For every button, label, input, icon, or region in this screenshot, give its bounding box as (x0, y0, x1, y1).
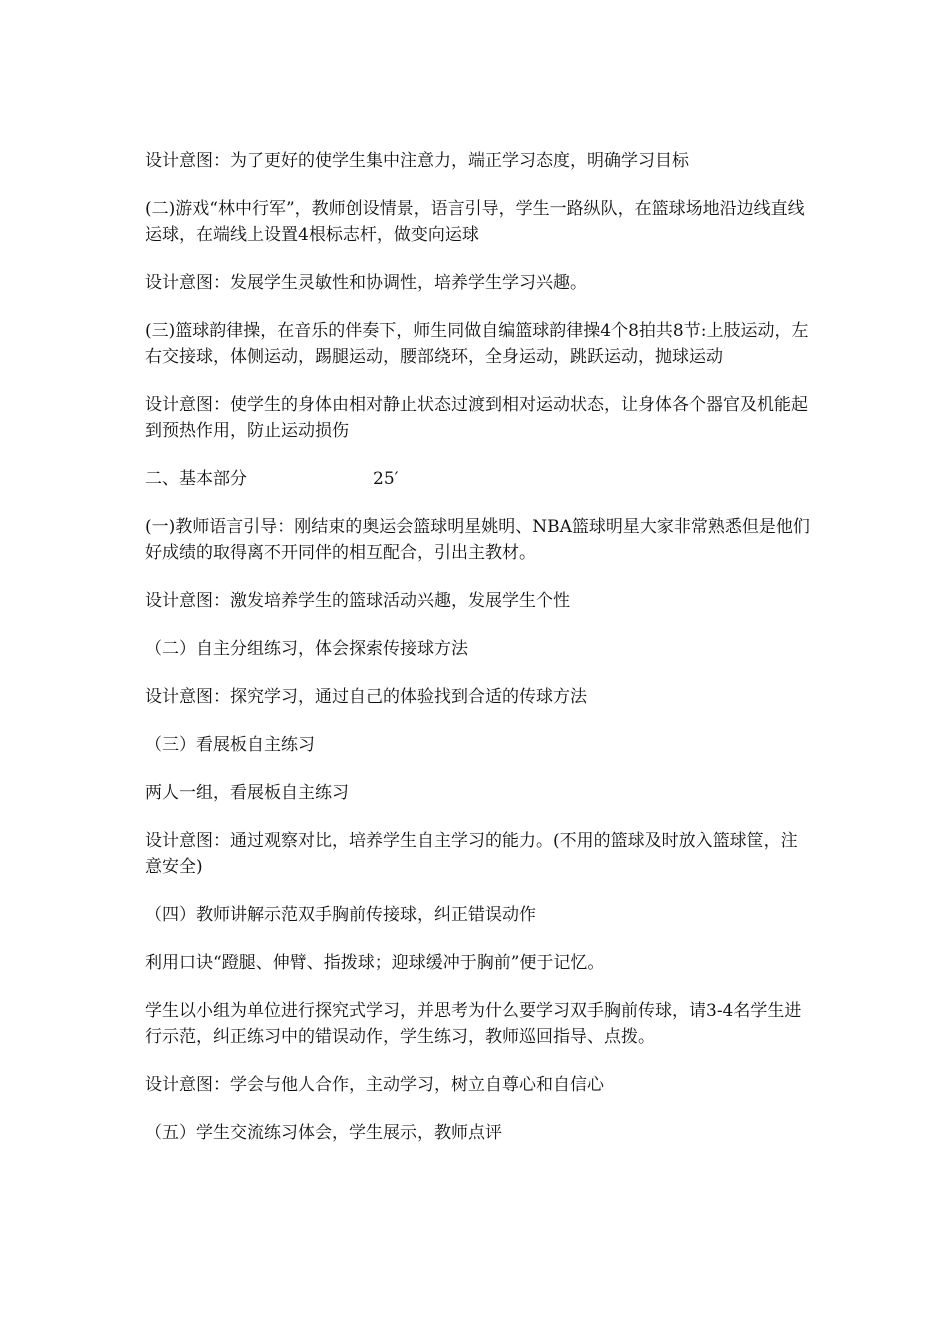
paragraph-design-intent-7: 设计意图：学会与他人合作，主动学习，树立自尊心和自信心 (145, 1075, 604, 1095)
section-title: 二、基本部分 (145, 469, 247, 489)
paragraph-group-inquiry: 学生以小组为单位进行探究式学习，并思考为什么要学习双手胸前传球，请3-4名学生进行示范，纠正练习中的错误动作，学生练习，教师巡回指导、点拨。 (145, 1001, 802, 1047)
paragraph-game-forest-march: (二)游戏“林中行军”，教师创设情景，语言引导，学生一路纵队，在篮球场地沿边线直线运球，在端线上设置4根标志杆，做变向运球 (145, 199, 805, 245)
paragraph-student-exchange: （五）学生交流练习体会，学生展示，教师点评 (145, 1123, 502, 1143)
paragraph-pairs-practice: 两人一组，看展板自主练习 (145, 783, 349, 803)
section-heading-basic-part (145, 466, 810, 492)
paragraph-design-intent-4: 设计意图：激发培养学生的篮球活动兴趣，发展学生个性 (145, 591, 570, 611)
paragraph-teacher-guidance: (一)教师语言引导：刚结束的奥运会篮球明星姚明、NBA篮球明星大家非常熟悉但是他们好成绩的取得离不开同伴的相互配合，引出主教材。 (145, 517, 810, 563)
paragraph-design-intent-5: 设计意图：探究学习，通过自己的体验找到合适的传球方法 (145, 687, 587, 707)
paragraph-design-intent-6: 设计意图：通过观察对比，培养学生自主学习的能力。(不用的篮球及时放入篮球筐，注意安全) (145, 831, 798, 877)
paragraph-group-practice: （二）自主分组练习，体会探索传接球方法 (145, 639, 468, 659)
paragraph-teacher-demo: （四）教师讲解示范双手胸前传接球，纠正错误动作 (145, 905, 536, 925)
document-body (145, 148, 810, 1168)
paragraph-basketball-rhythm: (三)篮球韵律操，在音乐的伴奏下，师生同做自编篮球韵律操4个8拍共8节:上肢运动，左右交接球，体侧运动，踢腿运动，腰部绕环，全身运动，跳跃运动，抛球运动 (145, 321, 809, 367)
section-duration: 25′ (373, 469, 399, 489)
paragraph-board-practice: （三）看展板自主练习 (145, 735, 315, 755)
paragraph-design-intent-1: 设计意图：为了更好的使学生集中注意力，端正学习态度，明确学习目标 (145, 151, 689, 171)
paragraph-design-intent-2: 设计意图：发展学生灵敏性和协调性，培养学生学习兴趣。 (145, 273, 587, 293)
paragraph-design-intent-3: 设计意图：使学生的身体由相对静止状态过渡到相对运动状态，让身体各个器官及机能起到预热作用，防止运动损伤 (145, 395, 808, 441)
paragraph-mnemonic: 利用口诀“蹬腿、伸臂、指拨球；迎球缓冲于胸前”便于记忆。 (145, 953, 605, 973)
